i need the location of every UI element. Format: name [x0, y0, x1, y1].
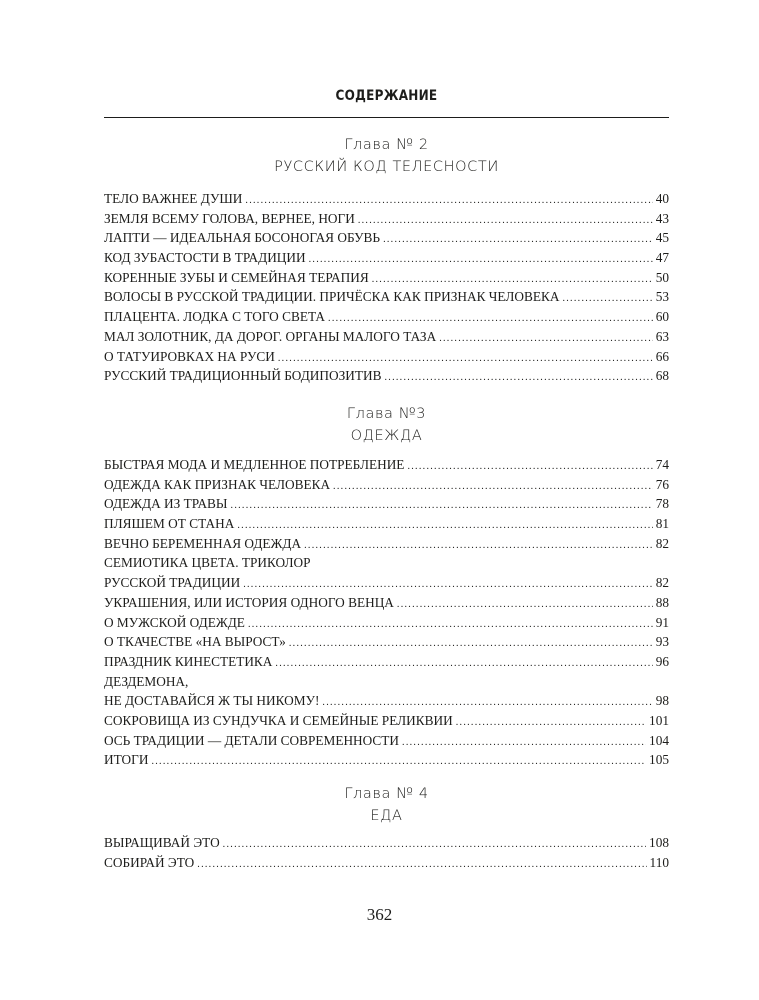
toc-entry[interactable] [104, 327, 669, 347]
toc-entry[interactable] [104, 475, 669, 495]
dot-leader [197, 853, 646, 875]
page-number: 362 [366, 905, 393, 924]
chapter-heading [104, 134, 669, 178]
dot-leader [328, 307, 653, 329]
toc-entry-page: 93 [655, 634, 669, 650]
toc-entry-page: 98 [655, 693, 669, 709]
toc-entry[interactable] [104, 228, 669, 248]
toc-entry-title: ЗЕМЛЯ ВСЕМУ ГОЛОВА, ВЕРНЕЕ, НОГИ [104, 210, 355, 226]
toc-entry[interactable] [104, 750, 669, 770]
dot-leader [223, 833, 646, 855]
toc-entry-title: ВОЛОСЫ В РУССКОЙ ТРАДИЦИИ. ПРИЧЁСКА КАК ПРИЗНАК ЧЕЛОВЕКА [104, 289, 560, 305]
dot-leader [243, 573, 653, 595]
dot-leader [372, 268, 653, 290]
toc-entry-title: ПЛАЦЕНТА. ЛОДКА С ТОГО СВЕТА [104, 309, 326, 325]
toc-entry-page: 104 [649, 732, 669, 748]
dot-leader [304, 534, 653, 556]
toc-entry-page: 110 [649, 854, 669, 870]
toc-entry-page: 63 [655, 328, 669, 344]
toc-entry[interactable] [104, 366, 669, 386]
toc-entry[interactable] [104, 632, 669, 652]
dot-leader [456, 711, 646, 733]
dot-leader [237, 514, 652, 536]
toc-entry-page: 74 [655, 457, 669, 472]
toc-entry-page: 88 [655, 594, 669, 610]
toc-entry-title: ОДЕЖДА КАК ПРИЗНАК ЧЕЛОВЕКА [104, 476, 331, 492]
toc-entry[interactable] [104, 287, 669, 307]
toc-entry-title: О ТАТУИРОВКАХ НА РУСИ [104, 348, 275, 364]
toc-entry-page: 78 [655, 496, 669, 512]
dot-leader [358, 209, 653, 231]
toc-entry-title: НЕ ДОСТАВАЙСЯ Ж ТЫ НИКОМУ! [104, 693, 320, 709]
dot-leader [397, 593, 653, 615]
chapter-number: Глава № 2 [344, 137, 429, 153]
toc-entry[interactable] [104, 494, 669, 514]
chapter-number: Глава №3 [346, 406, 427, 422]
toc-entry[interactable] [104, 691, 669, 711]
chapter-title: РУССКИЙ КОД ТЕЛЕСНОСТИ [274, 159, 499, 175]
toc-entry-title: ЛАПТИ — ИДЕАЛЬНАЯ БОСОНОГАЯ ОБУВЬ [104, 230, 381, 246]
toc-entry[interactable] [104, 711, 669, 731]
dot-leader [407, 455, 652, 477]
toc-entry-title: КОРЕННЫЕ ЗУБЫ И СЕМЕЙНАЯ ТЕРАПИЯ [104, 269, 369, 285]
toc-entry-title: СЕМИОТИКА ЦВЕТА. ТРИКОЛОР [104, 555, 311, 571]
chapter-number: Глава № 4 [344, 786, 429, 802]
chapter-heading [104, 403, 669, 447]
dot-leader [402, 731, 646, 753]
toc-entry-page: 82 [655, 535, 669, 551]
toc-entry[interactable] [104, 534, 669, 554]
dot-leader [248, 613, 653, 635]
toc-entry-title: ТЕЛО ВАЖНЕЕ ДУШИ [104, 191, 243, 206]
dot-leader [322, 691, 652, 713]
page-title: СОДЕРЖАНИЕ [335, 88, 438, 104]
toc-entry[interactable] [104, 248, 669, 268]
toc-entry-title: РУССКОЙ ТРАДИЦИИ [104, 575, 241, 591]
toc-entry[interactable] [104, 209, 669, 229]
toc-entry-page: 82 [655, 575, 669, 591]
toc-entry-continued[interactable] [104, 672, 669, 692]
toc-entry[interactable] [104, 833, 669, 853]
toc-entry-page: 40 [655, 191, 669, 206]
toc-entry-page: 91 [655, 614, 669, 630]
chapter-title: ОДЕЖДА [350, 428, 423, 444]
toc-entry-page: 76 [655, 476, 669, 492]
toc-entry-title: ОСЬ ТРАДИЦИИ — ДЕТАЛИ СОВРЕМЕННОСТИ [104, 732, 400, 748]
toc-entry-title: ВЕЧНО БЕРЕМЕННАЯ ОДЕЖДА [104, 535, 302, 551]
toc-entry-page: 81 [655, 516, 669, 532]
toc-list [104, 189, 669, 386]
toc-entry[interactable] [104, 307, 669, 327]
dot-leader [231, 494, 653, 516]
toc-entry-title: РУССКИЙ ТРАДИЦИОННЫЙ БОДИПОЗИТИВ [104, 368, 382, 384]
toc-list [104, 833, 669, 872]
toc-entry-title: О МУЖСКОЙ ОДЕЖДЕ [104, 614, 245, 630]
toc-entry-page: 47 [655, 250, 669, 266]
toc-entry[interactable] [104, 853, 669, 873]
toc-entry-title: СОБИРАЙ ЭТО [104, 854, 195, 870]
toc-entry-page: 45 [655, 230, 669, 246]
toc-entry-title: КОД ЗУБАСТОСТИ В ТРАДИЦИИ [104, 250, 306, 266]
dot-leader [289, 632, 653, 654]
dot-leader [439, 327, 653, 349]
dot-leader [278, 347, 653, 369]
toc-entry-page: 108 [649, 835, 669, 850]
toc-entry-page: 43 [655, 210, 669, 226]
toc-entry-page: 101 [649, 712, 669, 728]
toc-entry[interactable] [104, 652, 669, 672]
chapter-title: ЕДА [370, 808, 403, 824]
toc-entry-title: УКРАШЕНИЯ, ИЛИ ИСТОРИЯ ОДНОГО ВЕНЦА [104, 594, 394, 610]
dot-leader [245, 189, 652, 211]
dot-leader [562, 287, 652, 309]
toc-list [104, 455, 669, 770]
toc-entry-title: ВЫРАЩИВАЙ ЭТО [104, 835, 220, 850]
toc-entry[interactable] [104, 514, 669, 534]
toc-entry[interactable] [104, 347, 669, 367]
toc-entry[interactable] [104, 189, 669, 209]
toc-entry-page: 105 [649, 752, 669, 768]
toc-entry-title: ДЕЗДЕМОНА, [104, 673, 189, 689]
toc-entry-title: МАЛ ЗОЛОТНИК, ДА ДОРОГ. ОРГАНЫ МАЛОГО ТАЗА [104, 328, 437, 344]
toc-entry[interactable] [104, 731, 669, 751]
toc-entry[interactable] [104, 613, 669, 633]
dot-leader [151, 750, 646, 772]
dot-leader [275, 652, 652, 674]
toc-entry[interactable] [104, 593, 669, 613]
chapter-heading [104, 783, 669, 827]
toc-entry-title: ПЛЯШЕМ ОТ СТАНА [104, 516, 235, 532]
toc-entry[interactable] [104, 455, 669, 475]
dot-leader [309, 248, 653, 270]
toc-entry-page: 50 [655, 269, 669, 285]
header-divider [104, 117, 669, 118]
dot-leader [383, 228, 653, 250]
toc-entry-title: ПРАЗДНИК КИНЕСТЕТИКА [104, 653, 273, 669]
toc-entry[interactable] [104, 268, 669, 288]
toc-entry-page: 60 [655, 309, 669, 325]
dot-leader [333, 475, 653, 497]
toc-entry-title: ИТОГИ [104, 752, 149, 768]
toc-entry-page: 66 [655, 348, 669, 364]
toc-entry[interactable] [104, 573, 669, 593]
toc-entry-title: БЫСТРАЯ МОДА И МЕДЛЕННОЕ ПОТРЕБЛЕНИЕ [104, 457, 405, 472]
toc-entry-page: 96 [655, 653, 669, 669]
dot-leader [384, 366, 652, 388]
toc-entry-continued[interactable] [104, 553, 669, 573]
toc-entry-page: 68 [655, 368, 669, 384]
toc-entry-page: 53 [655, 289, 669, 305]
toc-entry-title: О ТКАЧЕСТВЕ «НА ВЫРОСТ» [104, 634, 286, 650]
toc-entry-title: ОДЕЖДА ИЗ ТРАВЫ [104, 496, 228, 512]
toc-entry-title: СОКРОВИЩА ИЗ СУНДУЧКА И СЕМЕЙНЫЕ РЕЛИКВИИ [104, 712, 453, 728]
